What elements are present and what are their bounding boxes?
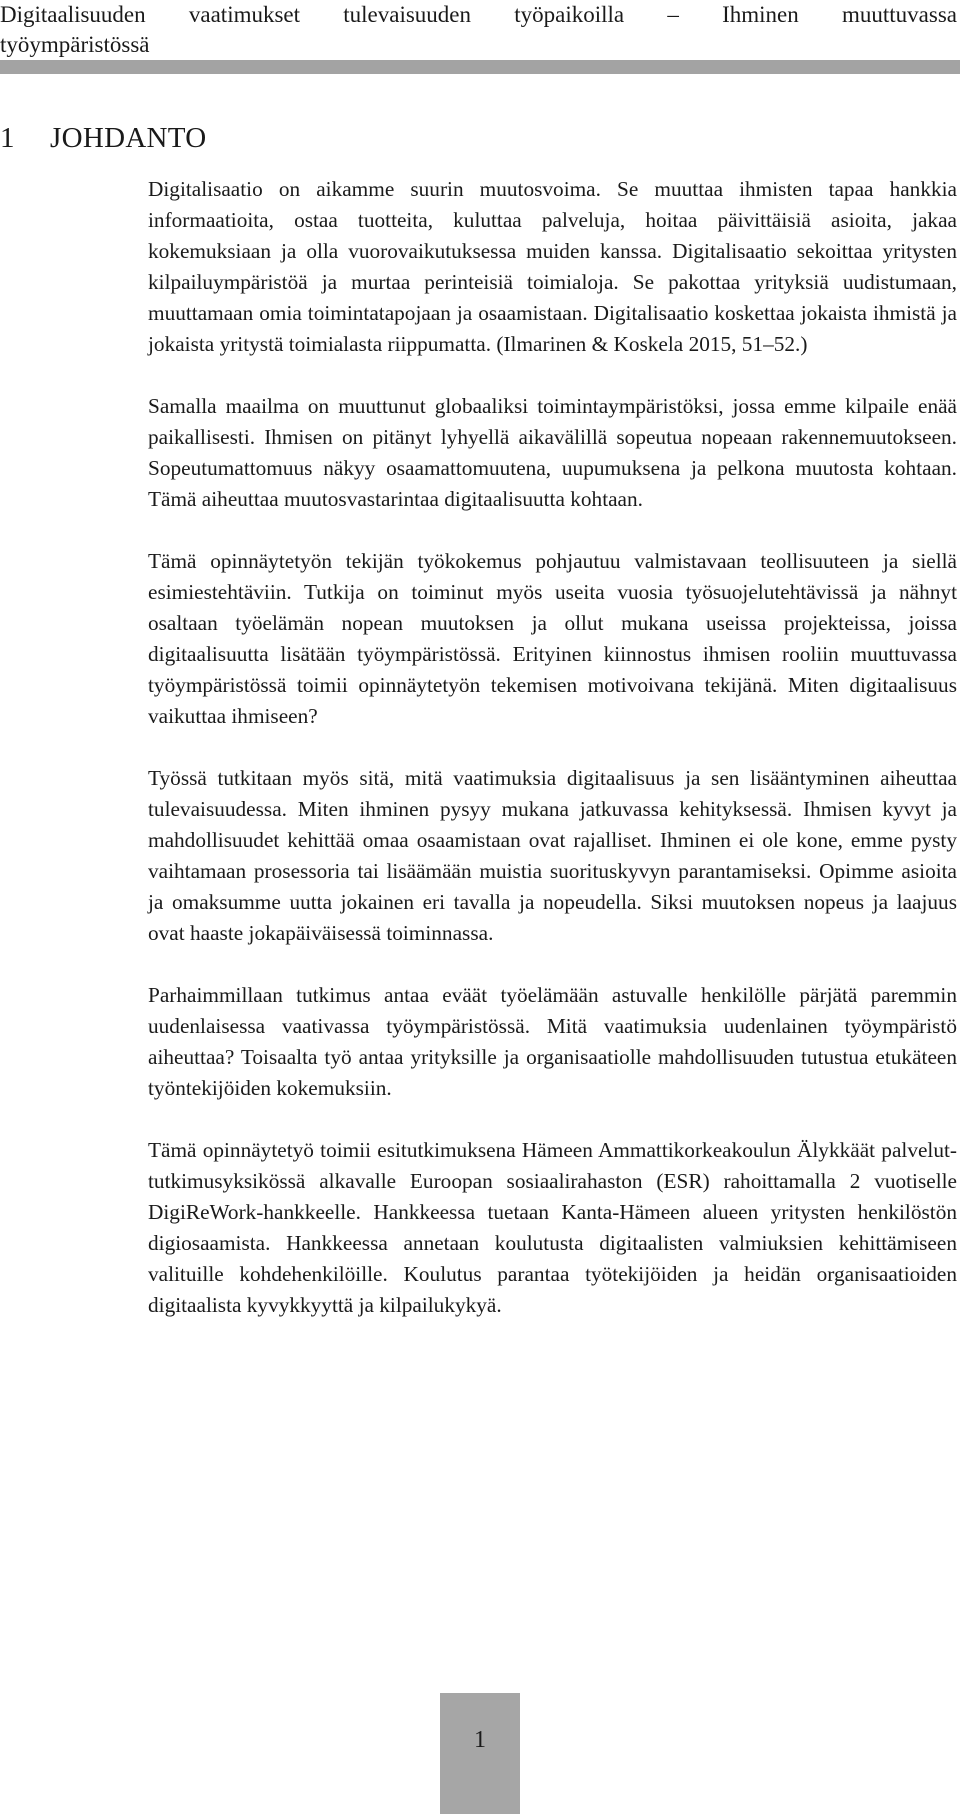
running-header-line-2: työympäristössä [0, 32, 150, 57]
chapter-heading [0, 121, 207, 155]
chapter-number: 1 [0, 122, 15, 154]
paragraph: Tämä opinnäytetyön tekijän työkokemus pohjautuu valmistavaan teollisuuteen ja siellä esimiestehtäviin. Tutkija on toiminut myös useita vuosia työsuojelutehtävissä ja nähnyt osaltaan työelämän nopean muutoksen ja ollut mukana useissa projekteissa, joissa digitaalisuutta lisätään työympäristössä. Erityinen kiinnostus ihmisen rooliin muuttuvassa työympäristössä toimii opinnäytetyön tekemisen motivoivana tekijänä. Miten digitaalisuus vaikuttaa ihmiseen? [148, 549, 957, 728]
paragraph: Samalla maailma on muuttunut globaaliksi toimintaympäristöksi, jossa emme kilpaile enää paikallisesti. Ihmisen on pitänyt lyhyellä aikavälillä sopeutua nopeaan rakennemuutokseen. Sopeutumattomuus näkyy osaamattomuutena, uupumuksena ja pelkona muutosta kohtaan. Tämä aiheuttaa muutosvastarintaa digitaalisuutta kohtaan. [148, 394, 957, 511]
page-number: 1 [474, 1727, 486, 1753]
paragraph: Parhaimmillaan tutkimus antaa eväät työelämään astuvalle henkilölle pärjätä paremmin uudenlaisessa vaativassa työympäristössä. Mitä vaatimuksia uudenlainen työympäristö aiheuttaa? Toisaalta työ antaa yrityksille ja organisaatiolle mahdollisuuden tutustua etukäteen työntekijöiden kokemuksiin. [148, 983, 957, 1100]
header-rule [0, 60, 960, 74]
paragraph: Työssä tutkitaan myös sitä, mitä vaatimuksia digitaalisuus ja sen lisääntyminen aiheuttaa tulevaisuudessa. Miten ihminen pysyy mukana jatkuvassa kehityksessä. Ihmisen kyvyt ja mahdollisuudet kehittää omaa osaamistaan ovat rajalliset. Ihminen ei ole kone, emme pysty vaihtamaan prosessoria tai lisäämään muistia suorituskyvyn parantamiseksi. Opimme asioita ja omaksumme uutta jokainen eri tavalla ja nopeudella. Siksi muutoksen nopeus ja laajuus ovat haaste jokapäiväisessä toiminnassa. [148, 766, 957, 945]
body-text [148, 174, 957, 1352]
page-footer-box [440, 1693, 520, 1814]
chapter-title: JOHDANTO [50, 122, 207, 154]
paragraph: Digitalisaatio on aikamme suurin muutosvoima. Se muuttaa ihmisten tapaa hankkia informaatioita, ostaa tuotteita, kuluttaa palveluja, hoitaa päivittäisiä asioita, jakaa kokemuksiaan ja olla vuorovaikutuksessa muiden kanssa. Digitalisaatio sekoittaa yritysten kilpailuympäristöä ja murtaa perinteisiä toimialoja. Se pakottaa yrityksiä uudistumaan, muuttamaan omia toimintatapojaan ja osaamistaan. Digitalisaatio koskettaa jokaista ihmistä ja jokaista yritystä toimialasta riippumatta. (Ilmarinen & Koskela 2015, 51–52.) [148, 177, 957, 356]
running-header [0, 0, 957, 60]
paragraph: Tämä opinnäytetyö toimii esitutkimuksena Hämeen Ammattikorkeakoulun Älykkäät palvelut-tutkimusyksikössä alkavalle Euroopan sosiaalirahaston (ESR) rahoittamalla 2 vuotiselle DigiReWork-hankkeelle. Hankkeessa tuetaan Kanta-Hämeen alueen yritysten henkilöstön digiosaamista. Hankkeessa annetaan koulutusta digitaalisten valmiuksien kehittämiseen valituille kohdehenkilöille. Koulutus parantaa työtekijöiden ja heidän organisaatioiden digitaalista kyvykkyyttä ja kilpailukykyä. [148, 1138, 957, 1317]
running-header-line-1: Digitaalisuuden vaatimukset tulevaisuuden työpaikoilla – Ihminen muuttuvassa [0, 2, 957, 27]
